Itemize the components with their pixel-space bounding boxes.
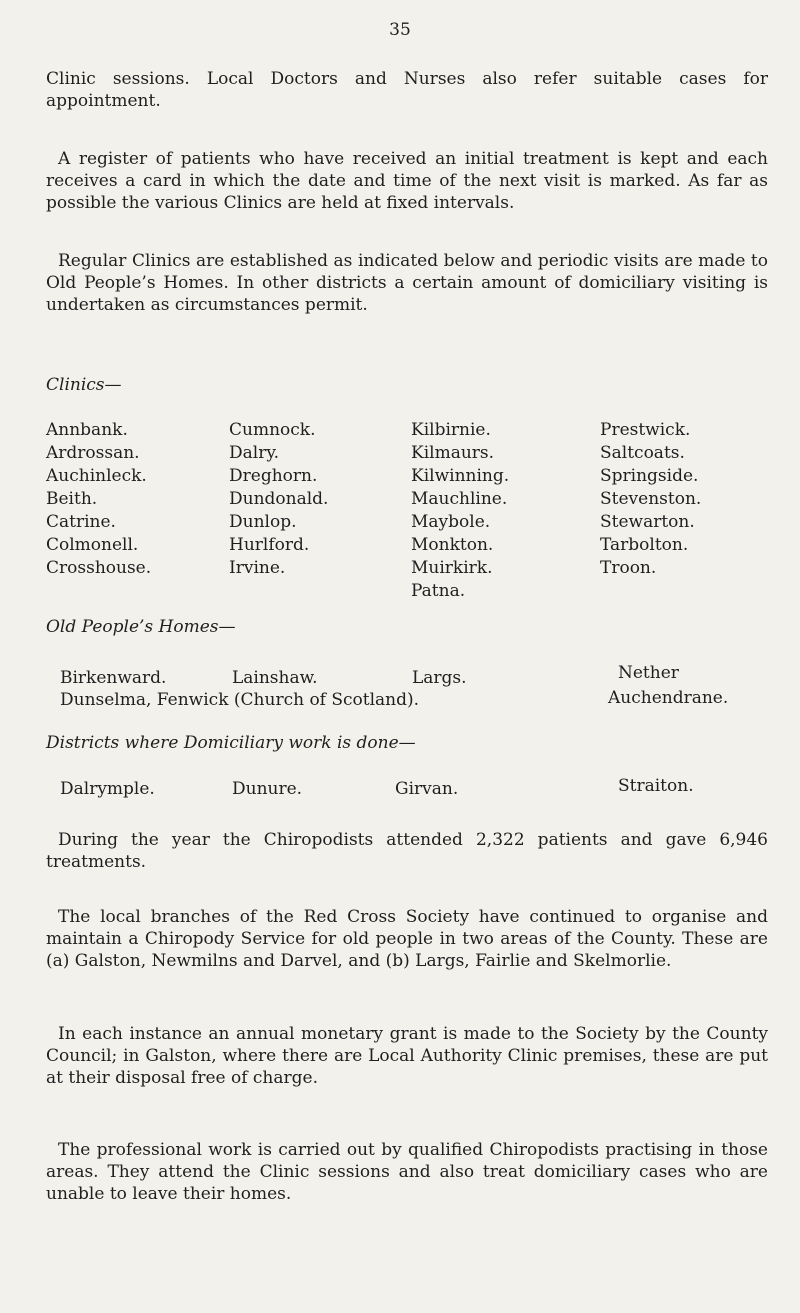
paragraph-monetary-grant: In each instance an annual monetary grant is made to the Society by the County Council; in Galston, where there are Local Authority Clinic premises, these are put at their disposal free of charge.	[46, 1024, 768, 1088]
clinic-name: Annbank.	[46, 420, 128, 440]
clinic-name: Dalry.	[229, 443, 280, 463]
clinic-name: Colmonell.	[46, 535, 139, 555]
clinics-column-2	[229, 419, 328, 580]
clinics-column-3	[411, 419, 509, 603]
district-dalrymple: Dalrymple.	[60, 779, 155, 799]
paragraph-clinic-sessions: Clinic sessions. Local Doctors and Nurses also refer suitable cases for appointment.	[46, 69, 768, 111]
clinic-name: Prestwick.	[600, 420, 691, 440]
district-girvan: Girvan.	[395, 779, 459, 799]
clinic-name: Kilmaurs.	[411, 443, 495, 463]
clinic-name: Irvine.	[229, 558, 286, 578]
clinic-name: Stevenston.	[600, 489, 702, 509]
home-birkenward: Birkenward.	[60, 668, 167, 688]
clinic-name: Mauchline.	[411, 489, 508, 509]
clinic-name: Kilbirnie.	[411, 420, 491, 440]
home-auchendrane: Auchendrane.	[608, 688, 729, 708]
clinic-name: Troon.	[600, 558, 657, 578]
clinic-name: Hurlford.	[229, 535, 310, 555]
clinic-name: Beith.	[46, 489, 98, 509]
clinic-name: Muirkirk.	[411, 558, 493, 578]
clinic-name: Tarbolton.	[600, 535, 689, 555]
clinic-name: Monkton.	[411, 535, 494, 555]
clinics-column-1	[46, 419, 151, 580]
district-straiton: Straiton.	[618, 776, 694, 796]
home-largs: Largs.	[412, 668, 467, 688]
paragraph-regular-clinics: Regular Clinics are established as indicated below and periodic visits are made to Old People’s Homes. In other districts a certain amount of domiciliary visiting is undertaken as circumstances permit.	[46, 251, 768, 315]
home-lainshaw: Lainshaw.	[232, 668, 318, 688]
home-dunselma: Dunselma, Fenwick (Church of Scotland).	[60, 690, 420, 710]
clinic-name: Maybole.	[411, 512, 491, 532]
district-dunure: Dunure.	[232, 779, 303, 799]
paragraph-chiropodists-attended: During the year the Chiropodists attended 2,322 patients and gave 6,946 treatments.	[46, 830, 768, 872]
clinic-name: Auchinleck.	[46, 466, 147, 486]
clinic-name: Dundonald.	[229, 489, 329, 509]
domiciliary-heading: Districts where Domiciliary work is done—	[46, 733, 416, 753]
paragraph-professional-work: The professional work is carried out by qualified Chiropodists practising in those areas. They attend the Clinic sessions and also treat domiciliary cases who are unable to leave their homes.	[46, 1140, 768, 1204]
clinic-name: Stewarton.	[600, 512, 695, 532]
paragraph-register: A register of patients who have received an initial treatment is kept and each receives a card in which the date and time of the next visit is marked. As far as possible the various Clinics are held at fixed intervals.	[46, 149, 768, 213]
paragraph-red-cross: The local branches of the Red Cross Society have continued to organise and maintain a Chiropody Service for old people in two areas of the County. These are (a) Galston, Newmilns and Darvel, and (b) Largs, Fairlie and Skelmorlie.	[46, 907, 768, 971]
page-number: 35	[389, 20, 411, 40]
clinics-heading: Clinics—	[46, 375, 122, 395]
clinic-name: Crosshouse.	[46, 558, 152, 578]
clinics-column-4	[600, 419, 701, 580]
old-peoples-homes-heading: Old People’s Homes—	[46, 617, 236, 637]
home-nether: Nether	[618, 663, 679, 683]
clinic-name: Patna.	[411, 581, 466, 601]
clinic-name: Springside.	[600, 466, 699, 486]
clinic-name: Ardrossan.	[46, 443, 140, 463]
clinic-name: Catrine.	[46, 512, 116, 532]
clinic-name: Kilwinning.	[411, 466, 510, 486]
clinic-name: Dreghorn.	[229, 466, 318, 486]
clinic-name: Saltcoats.	[600, 443, 685, 463]
clinic-name: Dunlop.	[229, 512, 297, 532]
clinic-name: Cumnock.	[229, 420, 316, 440]
